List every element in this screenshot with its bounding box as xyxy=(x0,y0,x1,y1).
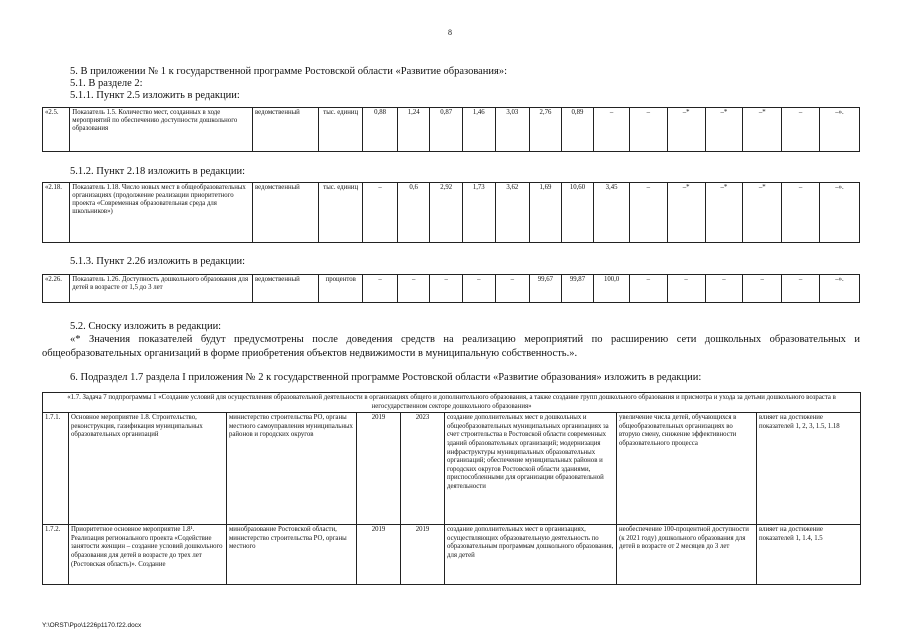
value: 2,92 xyxy=(430,183,463,243)
value: – xyxy=(397,275,430,303)
value: – xyxy=(667,275,705,303)
end-year: 2023 xyxy=(401,413,445,525)
row-number: «2.18. xyxy=(43,183,70,243)
indicator-link: влияет на достижение показателей 1, 1.4, 1.5 xyxy=(757,525,861,585)
value: 2,76 xyxy=(530,108,562,152)
heading-5-1: 5.1. В разделе 2: xyxy=(70,78,143,89)
value: 3,03 xyxy=(495,108,530,152)
value: 0,88 xyxy=(363,108,398,152)
value: –* xyxy=(743,108,782,152)
non-implementation-consequence: необеспечение 100-процентной доступности (к 2021 году) дошкольного образования для детей в возрасте от 2 месяцев до 3 лет xyxy=(617,525,757,585)
start-year: 2019 xyxy=(357,525,401,585)
value: – xyxy=(363,183,398,243)
indicator-name: Показатель 1.18. Число новых мест в общеобразовательных организациях (продолжение реализации приоритетного проекта «Современная образовательная среда для школьников») xyxy=(70,183,253,243)
value: 99,67 xyxy=(530,275,562,303)
expected-result: создание дополнительных мест в организациях, осуществляющих образовательную деятельность по образовательным программам дошкольного образования, для детей xyxy=(445,525,617,585)
indicator-name: Показатель 1.5. Количество мест, созданных в ходе мероприятий по обеспечению доступности дошкольного образования xyxy=(70,108,253,152)
indicator-link: влияет на достижение показателей 1, 2, 3, 1.5, 1.18 xyxy=(757,413,861,525)
value: – xyxy=(629,183,667,243)
row-number: 1.7.2. xyxy=(43,525,69,585)
value: –* xyxy=(743,183,782,243)
value: –* xyxy=(705,108,743,152)
unit: процентов xyxy=(319,275,363,303)
value: – xyxy=(363,275,398,303)
value: – xyxy=(782,183,820,243)
value: 3,62 xyxy=(495,183,530,243)
value: 100,0 xyxy=(594,275,630,303)
value: 1,46 xyxy=(463,108,496,152)
value: – xyxy=(629,108,667,152)
value: 1,24 xyxy=(397,108,430,152)
start-year: 2019 xyxy=(357,413,401,525)
footnote-text: «* Значения показателей будут предусмотрены после доведения средств на реализацию мероприятий по расширению сети дошкольных образовательных и общеобразовательных организаций в форме приобретения объектов недвижимости в муниципальную собственность.». xyxy=(42,334,860,359)
value: 0,87 xyxy=(430,108,463,152)
value: –* xyxy=(667,108,705,152)
value: – xyxy=(463,275,496,303)
measure-name: Основное мероприятие 1.8. Строительство, реконструкция, газификация муниципальных образовательных организаций xyxy=(69,413,227,525)
measure-name: Приоритетное основное мероприятие 1.8¹. Реализация регионального проекта «Содействие занятости женщин – создание условий дошкольного образования для детей в возрасте до трех лет (Ростовская область)». Создание xyxy=(69,525,227,585)
value: –». xyxy=(819,108,859,152)
subsection-header: «1.7. Задача 7 подпрограммы 1 «Создание условий для осуществления образовательной деятельности в организациях общего и дополнительного образования, а также создание групп дошкольного образования и присмотра и ухода за детьми дошкольного возраста в негосударственном секторе дошкольного образования» xyxy=(43,393,861,413)
executor: минобразование Ростовской области, министерство строительства РО, органы местного xyxy=(227,525,357,585)
expected-result: создание дополнительных мест в дошкольных и общеобразовательных муниципальных организациях за счет строительства в Ростовской области современных зданий образовательных организаций; модернизация инфраструктуры муниципальных образовательных организаций; обеспечение муниципальных районов и городских округов Ростовской области зданиями, приспособленными для организации образовательной деятельности xyxy=(445,413,617,525)
value: –* xyxy=(705,183,743,243)
heading-5-1-2: 5.1.2. Пункт 2.18 изложить в редакции: xyxy=(70,166,245,177)
value: 10,60 xyxy=(561,183,594,243)
value: – xyxy=(430,275,463,303)
table-item-2-26 xyxy=(42,274,860,303)
non-implementation-consequence: увеличение числа детей, обучающихся в общеобразовательных организациях во вторую смену, снижение эффективности образовательного процесса xyxy=(617,413,757,525)
document-path: Y:\ORST\Ppo\1226p1170.f22.docx xyxy=(42,622,142,629)
indicator-name: Показатель 1.26. Доступность дошкольного образования для детей в возрасте от 1,5 до 3 лет xyxy=(70,275,253,303)
value: –* xyxy=(667,183,705,243)
value: – xyxy=(495,275,530,303)
value: 0,6 xyxy=(397,183,430,243)
value: – xyxy=(782,275,820,303)
value: 0,89 xyxy=(561,108,594,152)
value: –». xyxy=(819,275,859,303)
unit: тыс. единиц xyxy=(319,183,363,243)
row-number: «2.26. xyxy=(43,275,70,303)
value: – xyxy=(629,275,667,303)
value: 99,87 xyxy=(561,275,594,303)
value: – xyxy=(782,108,820,152)
value: – xyxy=(743,275,782,303)
heading-5-1-1: 5.1.1. Пункт 2.5 изложить в редакции: xyxy=(70,90,240,101)
table-item-2-18 xyxy=(42,182,860,243)
value: –». xyxy=(819,183,859,243)
value: 1,69 xyxy=(530,183,562,243)
indicator-type: ведомственный xyxy=(253,183,319,243)
executor: министерство строительства РО, органы местного самоуправления муниципальных районов и городских округов xyxy=(227,413,357,525)
value: – xyxy=(594,108,630,152)
row-number: «2.5. xyxy=(43,108,70,152)
row-number: 1.7.1. xyxy=(43,413,69,525)
indicator-type: ведомственный xyxy=(253,275,319,303)
heading-5-1-3: 5.1.3. Пункт 2.26 изложить в редакции: xyxy=(70,256,245,267)
value: – xyxy=(705,275,743,303)
end-year: 2019 xyxy=(401,525,445,585)
value: 3,45 xyxy=(594,183,630,243)
unit: тыс. единиц xyxy=(319,108,363,152)
heading-5: 5. В приложении № 1 к государственной программе Ростовской области «Развитие образования»: xyxy=(70,66,508,77)
value: 1,73 xyxy=(463,183,496,243)
heading-6: 6. Подраздел 1.7 раздела I приложения № 2 к государственной программе Ростовской области «Развитие образования» изложить в редакции: xyxy=(70,372,702,383)
page-number: 8 xyxy=(448,28,452,37)
indicator-type: ведомственный xyxy=(253,108,319,152)
table-subsection-1-7 xyxy=(42,392,861,585)
heading-5-2: 5.2. Сноску изложить в редакции: xyxy=(70,321,222,332)
table-item-2-5 xyxy=(42,107,860,152)
